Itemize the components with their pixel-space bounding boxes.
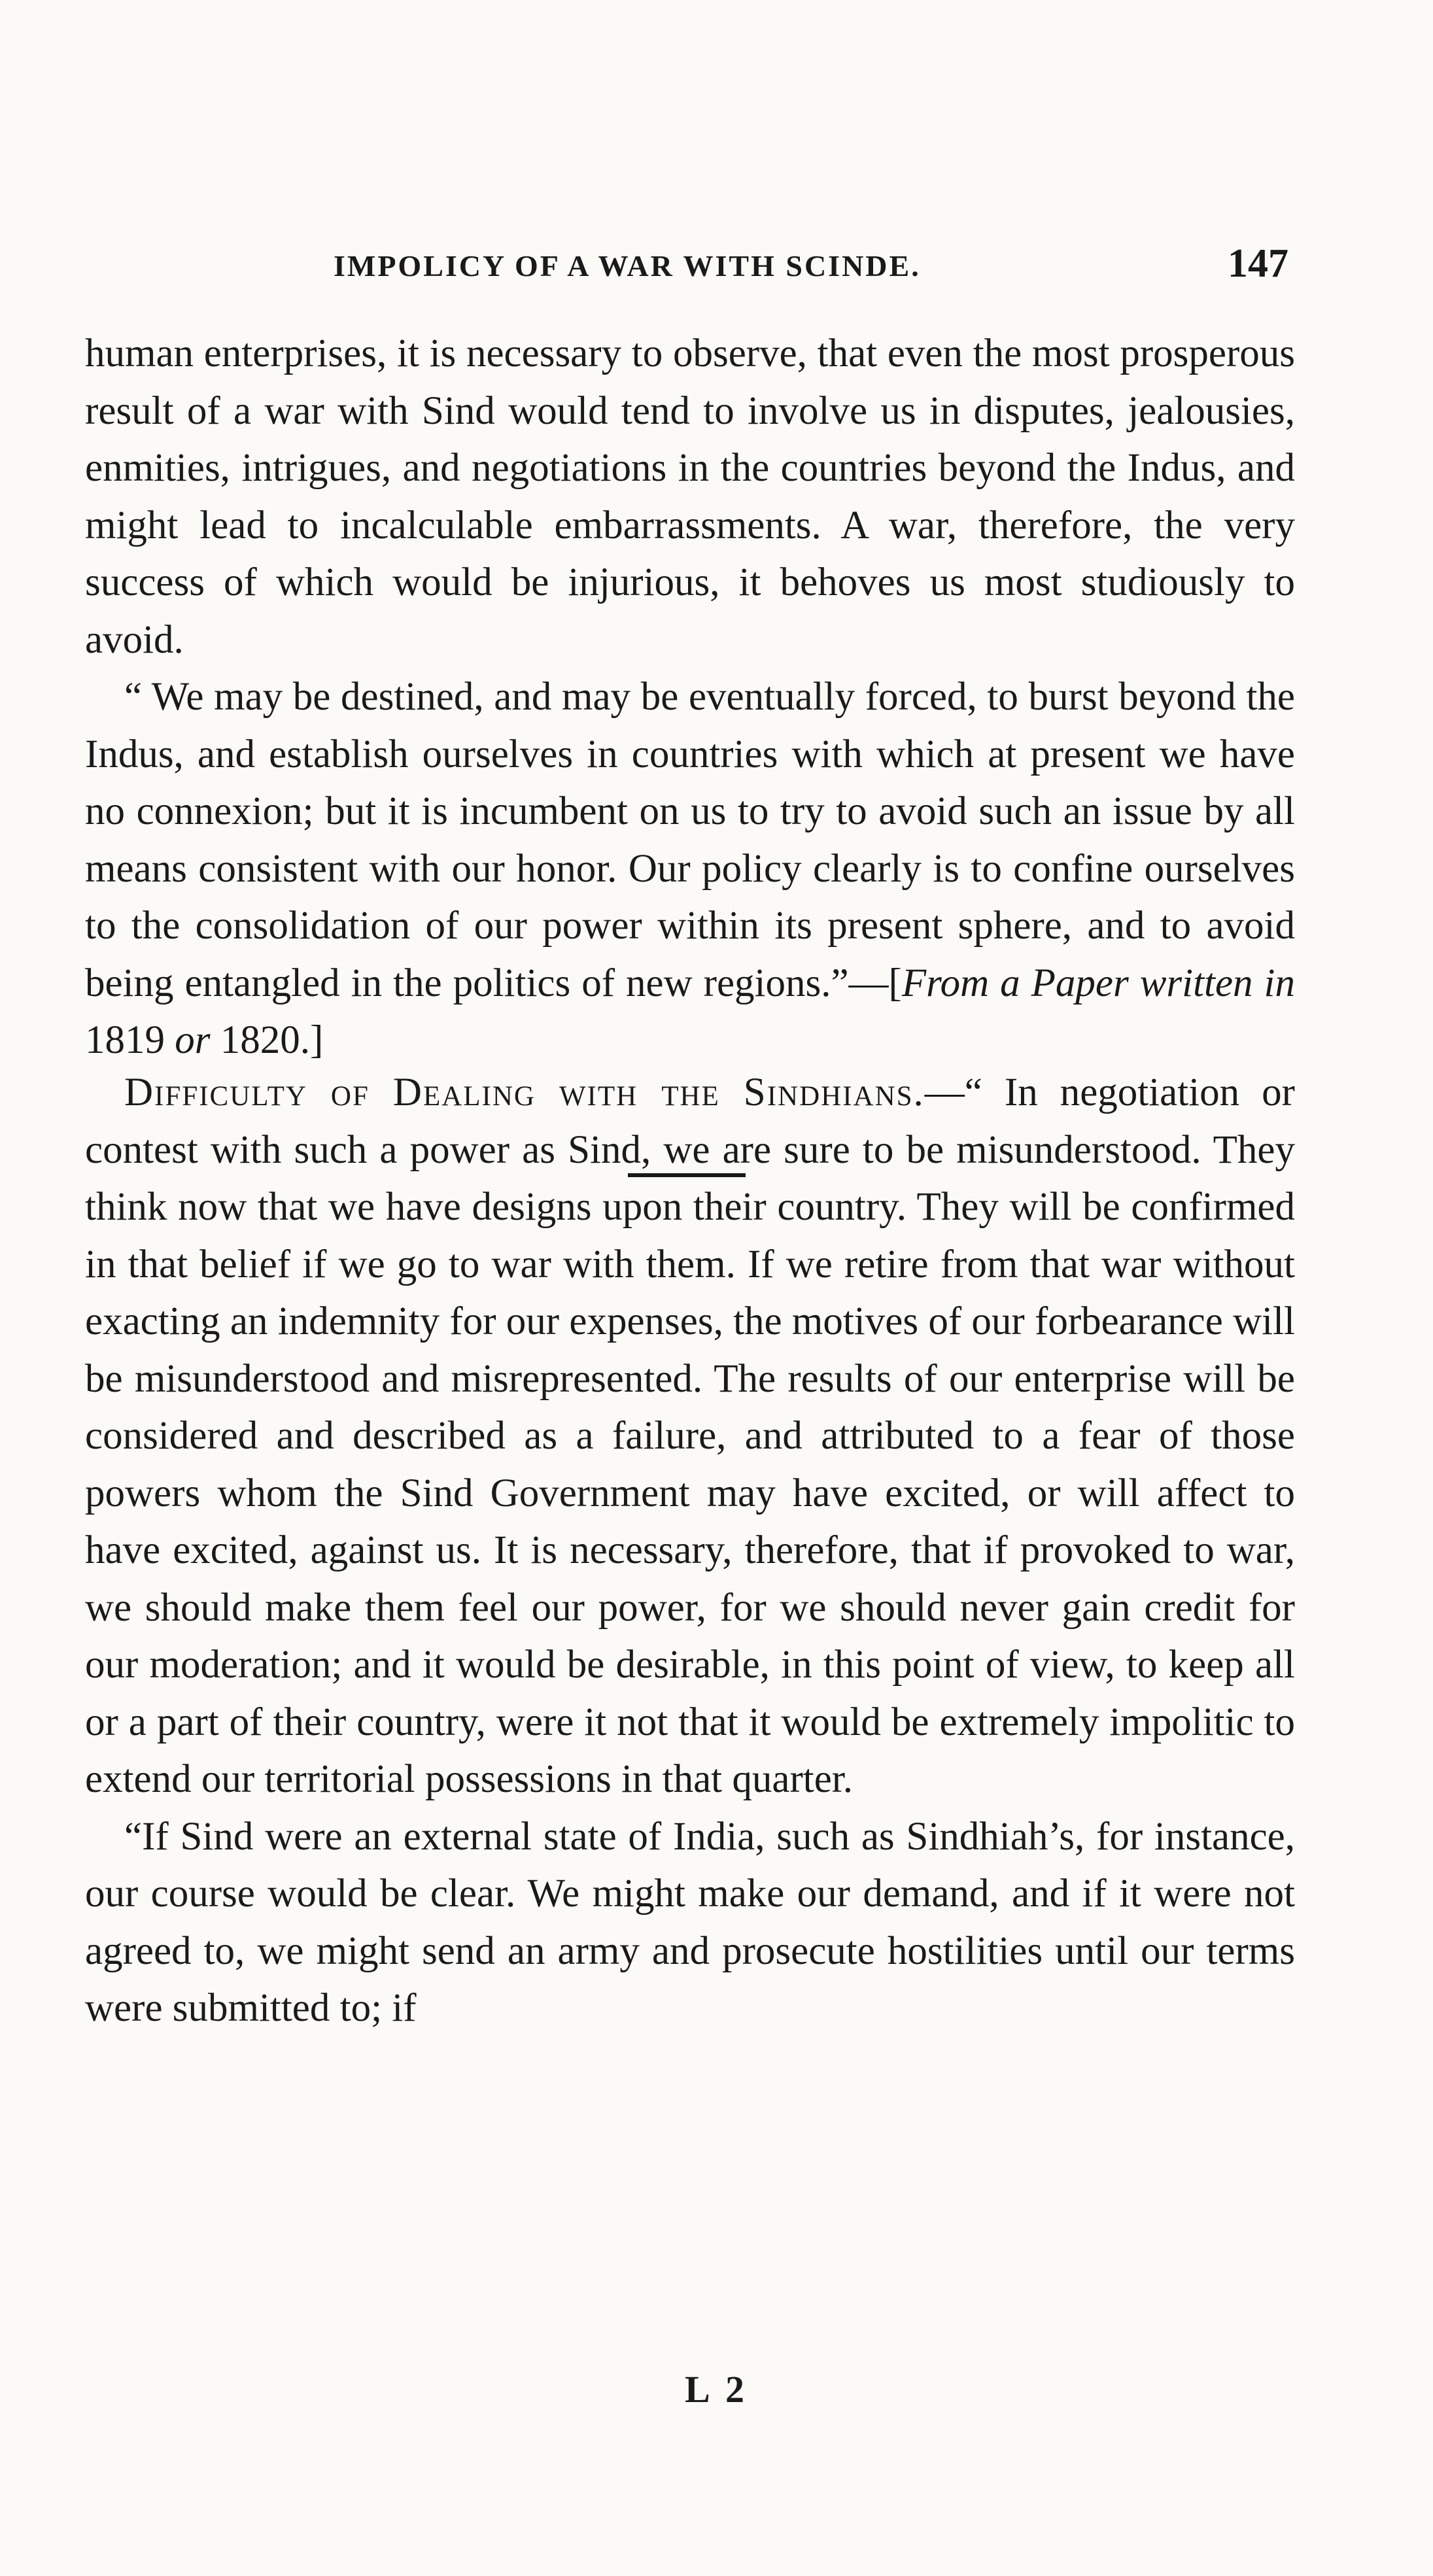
paragraph-quote-1819 <box>85 668 1295 1069</box>
source-or: or <box>175 1018 211 1062</box>
source-year-2: 1820.] <box>220 1018 324 1062</box>
source-year-1: 1819 <box>85 1018 165 1062</box>
text-block-2 <box>85 1064 1295 2037</box>
section-heading: Difficulty of Dealing with the Sindhians. <box>124 1071 925 1114</box>
paragraph-continuation: human enterprises, it is necessary to observe, that even the most prosperous result of a war with Sind would tend to involve us in disputes, jealousies, enmities, intrigues, and negotiations in the countries beyond the Indus, and might lead to incalculable embarrassments. A war, therefore, the very success of which would be injurious, it behoves us most studiously to avoid. <box>85 332 1295 662</box>
paragraph-difficulty <box>85 1064 1295 1808</box>
source-from: From a <box>901 961 1020 1005</box>
source-paper: Paper written in <box>1031 961 1295 1005</box>
quote-text: “ We may be destined, and may be eventually forced, to burst beyond the Indus, and establish ourselves in countries with which at present we have no connexion; but it is incumbent on us to try to avoid such an issue by all means consistent with our honor. Our policy clearly is to confine ourselves to the consolidation of our power within its present sphere, and to avoid being entangled in the politics of new regions.”—[ <box>85 675 1295 1005</box>
paragraph-external-state: “If Sind were an external state of India, such as Sindhiah’s, for instance, our course would be clear. We might make our demand, and if it were not agreed to, we might send an army and prosecute hostilities until our terms were submitted to; if <box>85 1814 1295 2030</box>
page-number: 147 <box>1228 241 1288 286</box>
running-head <box>334 237 1288 296</box>
signature-mark: L 2 <box>685 2368 748 2411</box>
text-block-1 <box>85 325 1295 1069</box>
difficulty-text: —“ In negotiation or contest with such a power as Sind, we are sure to be misunderstood. They think now that we have designs upon their country. They will be confirmed in that belief if we go to war with them. If we retire from that war without exacting an indemnity for our expenses, the motives of our forbearance will be misunderstood and misrepresented. The results of our enterprise will be considered and described as a failure, and attributed to a fear of those powers whom the Sind Government may have excited, or will affect to have excited, against us. It is necessary, therefore, that if provoked to war, we should make them feel our power, for we should never gain credit for our moderation; and it would be desirable, in this point of view, to keep all or a part of their country, were it not that it would be extremely impolitic to extend our territorial possessions in that quarter. <box>85 1071 1295 1801</box>
running-title: IMPOLICY OF A WAR WITH SCINDE. <box>334 249 921 283</box>
